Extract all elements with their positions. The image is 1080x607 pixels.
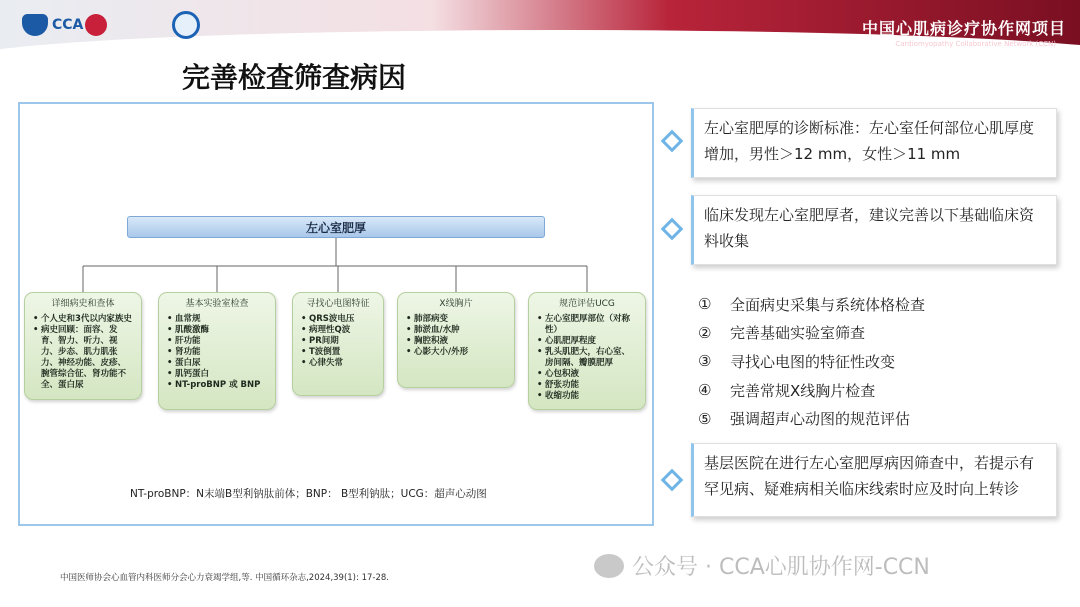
branch-history xyxy=(24,292,142,400)
step-text: 寻找心电图的特征性改变 xyxy=(730,352,896,371)
branch-item: • 心律失常 xyxy=(309,358,376,369)
citation: 中国医师协会心血管内科医师分会心力衰竭学组,等. 中国循环杂志,2024,39(1): 17-28. xyxy=(60,573,389,583)
branch-ecg xyxy=(292,292,384,396)
callout-referral: 基层医院在进行左心室肥厚病因筛查中，若提示有罕见病、疑难病相关临床线索时应及时向上转诊 xyxy=(691,443,1057,517)
step-number: ① xyxy=(698,295,712,314)
branch-item: • 心包积液 xyxy=(545,369,638,380)
branch-item: • NT-proBNP 或 BNP xyxy=(175,380,268,391)
branch-item: • 收缩功能 xyxy=(545,391,638,402)
watermark-text: 公众号 · CCA心肌协作网-CCN xyxy=(632,555,930,580)
branch-ucg xyxy=(528,292,646,410)
step-item xyxy=(698,347,925,376)
branch-item: • 肺淤血/水肿 xyxy=(414,325,507,336)
step-number: ③ xyxy=(698,352,712,371)
branch-title: 详细病史和查体 xyxy=(51,299,115,309)
step-text: 完善常规X线胸片检查 xyxy=(730,381,876,400)
branch-title: 寻找心电图特征 xyxy=(306,299,370,309)
branch-title: X线胸片 xyxy=(439,299,473,309)
branch-item: • 肝功能 xyxy=(175,336,268,347)
watermark xyxy=(594,550,930,581)
program-subtitle: Cardiomyopathy Collaborative Network (CCN) xyxy=(895,40,1056,48)
step-number: ④ xyxy=(698,381,712,400)
callout-recommendation: 临床发现左心室肥厚者，建议完善以下基础临床资料收集 xyxy=(691,195,1057,265)
branch-item: • 肾功能 xyxy=(175,347,268,358)
step-number: ② xyxy=(698,323,712,342)
branch-item: • 肌钙蛋白 xyxy=(175,369,268,380)
root-node: 左心室肥厚 xyxy=(127,216,545,238)
wechat-icon xyxy=(594,554,624,578)
branch-xray xyxy=(397,292,515,388)
step-text: 完善基础实验室筛查 xyxy=(730,324,866,343)
program-title: 中国心肌病诊疗协作网项目 xyxy=(861,19,1066,38)
page-title: 完善检查筛查病因 xyxy=(182,61,407,94)
step-item xyxy=(698,376,925,405)
branch-item: • 肺部病变 xyxy=(414,314,507,325)
step-item xyxy=(698,290,925,319)
branch-item: • 乳头肌肥大，右心室、房间隔、瓣膜肥厚 xyxy=(545,347,638,369)
branch-item: • 病史回顾：面容、发育、智力、听力、视力、步态、肌力肌张力、神经功能、皮疹、腕管综合征、肾功能不全、蛋白尿 xyxy=(41,325,134,391)
branch-item: • 左心室肥厚部位（对称性） xyxy=(545,314,638,336)
step-text: 全面病史采集与系统体格检查 xyxy=(730,295,926,314)
cca-logo-text: CCA xyxy=(52,17,84,33)
branch-item: • QRS波电压 xyxy=(309,314,376,325)
branch-item: • 胸腔积液 xyxy=(414,336,507,347)
branch-item: • 蛋白尿 xyxy=(175,358,268,369)
branch-item: • 肌酸激酶 xyxy=(175,325,268,336)
branch-item: • PR间期 xyxy=(309,336,376,347)
callout-criteria: 左心室肥厚的诊断标准：左心室任何部位心肌厚度增加，男性＞12 mm，女性＞11 mm xyxy=(691,108,1057,178)
step-item xyxy=(698,404,925,433)
step-item xyxy=(698,319,925,348)
branch-lab-tests xyxy=(158,292,276,410)
branch-item: • 心肌肥厚程度 xyxy=(545,336,638,347)
step-number: ⑤ xyxy=(698,409,712,428)
branch-item: • 舒张功能 xyxy=(545,380,638,391)
abbreviation-note: NT-proBNP：N末端B型利钠肽前体；BNP： B型利钠肽；UCG：超声心动图 xyxy=(130,488,487,500)
branch-item: • 个人史和3代以内家族史 xyxy=(41,314,134,325)
branch-title: 基本实验室检查 xyxy=(185,299,249,309)
step-text: 强调超声心动图的规范评估 xyxy=(730,410,911,429)
branch-item: • T波倒置 xyxy=(309,347,376,358)
branch-title: 规范评估UCG xyxy=(559,299,615,309)
branch-item: • 血常规 xyxy=(175,314,268,325)
steps-list xyxy=(698,290,925,433)
branch-item: • 心影大小/外形 xyxy=(414,347,507,358)
branch-item: • 病理性Q波 xyxy=(309,325,376,336)
